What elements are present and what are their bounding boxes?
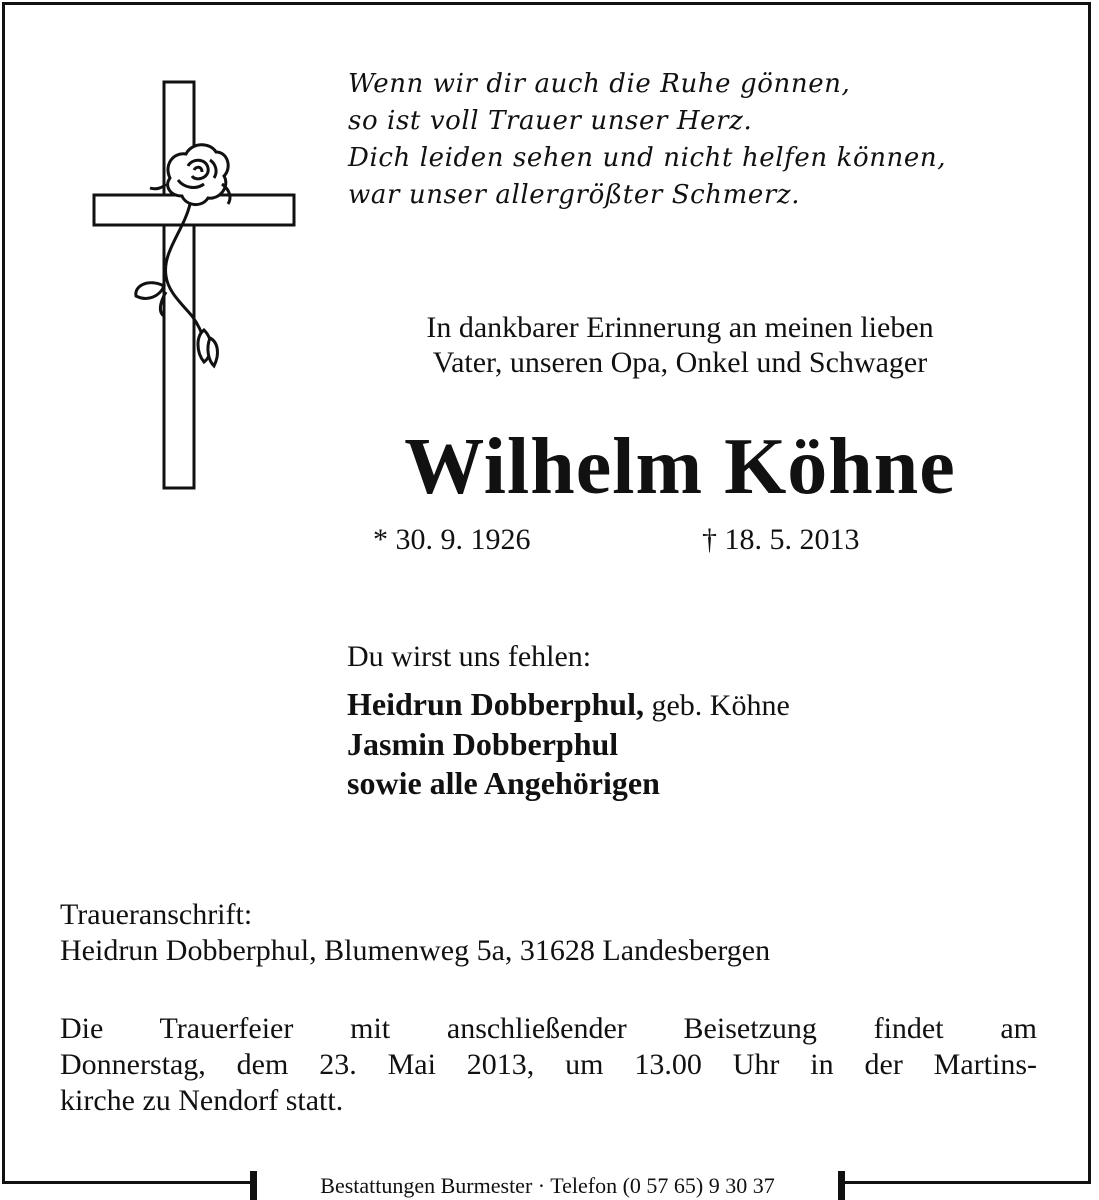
service-line: kirche zu Nendorf statt. [60,1084,344,1117]
mourner-line [347,685,790,725]
service-line: Donnerstag, dem 23. Mai 2013, um 13.00 Uhr in der Martins- [60,1048,1037,1081]
death-date: † 18. 5. 2013 [702,523,860,556]
poem-line: Wenn wir dir auch die Ruhe gönnen, [348,69,851,99]
mourning-address [60,897,770,969]
memorial-poem [348,66,946,214]
funeral-service-info [60,1011,1037,1119]
mourner-name: Jasmin Dobberphul [347,726,619,762]
mourner-name: Heidrun Dobberphul, [347,686,644,722]
intro-line: In dankbarer Erinnerung an meinen lieben [426,311,934,344]
address-line: Heidrun Dobberphul, Blumenweg 5a, 31628 Landesbergen [60,934,771,967]
deceased-name: Wilhelm Köhne [404,423,956,511]
remembrance-intro [250,310,1099,380]
intro-line: Vater, unseren Opa, Onkel und Schwager [432,346,928,379]
birth-date: * 30. 9. 1926 [373,523,531,556]
funeral-home-footer: Bestattungen Burmester · Telefon (0 57 65) 9 30 37 [250,1171,845,1200]
poem-line: war unser allergrößter Schmerz. [348,180,801,210]
mourners-block [347,637,790,803]
poem-line: Dich leiden sehen und nicht helfen können, [348,143,947,173]
mourner-maiden-name: geb. Köhne [643,689,790,722]
poem-line: so ist voll Trauer unser Herz. [348,106,753,136]
address-label: Traueranschrift: [60,898,253,931]
service-line: Die Trauerfeier mit anschließender Beisetzung findet am [60,1012,1037,1045]
mourner-relatives: sowie alle Angehörigen [347,765,660,801]
mourners-lead: Du wirst uns fehlen: [347,640,592,673]
